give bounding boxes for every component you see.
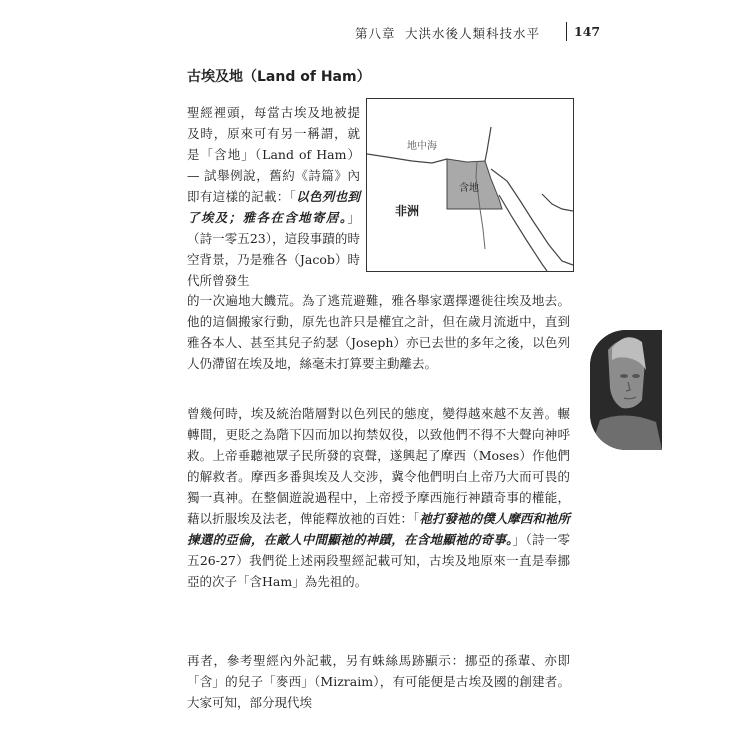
pharaoh-statue-image bbox=[590, 330, 662, 450]
paragraph-1 bbox=[187, 102, 360, 291]
paragraph-2-after-quote: 」（詩一零五26-27）我們從上述兩段聖經記載可知，古埃及地原來一直是奉挪亞的次子「含Ham」為先祖的。 bbox=[187, 532, 570, 589]
header-divider bbox=[566, 22, 567, 41]
pharaoh-statue-svg bbox=[590, 330, 662, 450]
chapter-title: 大洪水後人類科技水平 bbox=[405, 26, 541, 41]
paragraph-1-continued: 的一次遍地大饑荒。為了逃荒避難，雅各舉家選擇遷徙往埃及地去。他的這個搬家行動，原先也許只是權宜之計，但在歲月流逝中，直到雅各本人、甚至其兒子約瑟（Joseph）亦已去世的多年之後，以色列人仍滯留在埃及地，絲毫未打算要主動離去。 bbox=[187, 293, 570, 371]
map-figure bbox=[366, 98, 574, 272]
arabia-coastline bbox=[491, 169, 573, 265]
section-title: 古埃及地（Land of Ham） bbox=[187, 69, 371, 85]
scripture-quote-2: 祂打發祂的僕人摩西和祂所揀選的亞倫，在敵人中間顯祂的神蹟，在含地顯祂的奇事。 bbox=[187, 511, 570, 547]
mediterranean-coastline bbox=[367, 154, 447, 163]
persian-gulf-coast bbox=[542, 194, 573, 211]
paragraph-2-intro: 曾幾何時，埃及統治階層對以色列民的態度，變得越來越不友善。輾轉間，更貶之為階下囚而加以拘禁奴役，以致他們不得不大聲向神呼救。上帝垂聽祂眾子民所發的哀聲，遂興起了摩西（Moses）作他們的解救者。摩西多番與埃及人交涉，冀令他們明白上帝乃大而可畏的獨一真神。在整個遊說過程中，上帝授予摩西施行神蹟奇事的權能，藉以折服埃及法老，俾能釋放祂的百姓：「 bbox=[187, 406, 570, 526]
paragraph-3: 再者，參考聖經內外記載，另有蛛絲馬跡顯示：挪亞的孫輩、亦即「含」的兒子「麥西」（Mizraim），有可能便是古埃及國的創建者。大家可知，部分現代埃 bbox=[187, 653, 570, 710]
chapter-label: 第八章 bbox=[355, 26, 396, 41]
map-svg bbox=[367, 99, 573, 271]
paragraph-1-after-quote: 」（詩一零五23），這段事蹟的時空背景，乃是雅各（Jacob）時代所曾發生 bbox=[187, 210, 360, 288]
paragraph-1-intro: 聖經裡頭，每當古埃及地被提及時，原來可有另一稱謂，就是「含地」（Land of Ham）— 試舉例說，舊約《詩篇》內即有這樣的記載：「 bbox=[187, 105, 360, 204]
scripture-quote-1: 以色列也到了埃及；雅各在含地寄居。 bbox=[187, 189, 360, 225]
map-label-ham: 含地 bbox=[459, 183, 479, 194]
page-number: 147 bbox=[574, 24, 601, 39]
paragraph-2 bbox=[187, 403, 570, 592]
levant-coastline bbox=[485, 127, 491, 161]
map-label-sea: 地中海 bbox=[407, 141, 437, 152]
map-label-africa: 非洲 bbox=[395, 204, 420, 218]
running-header bbox=[355, 24, 601, 42]
